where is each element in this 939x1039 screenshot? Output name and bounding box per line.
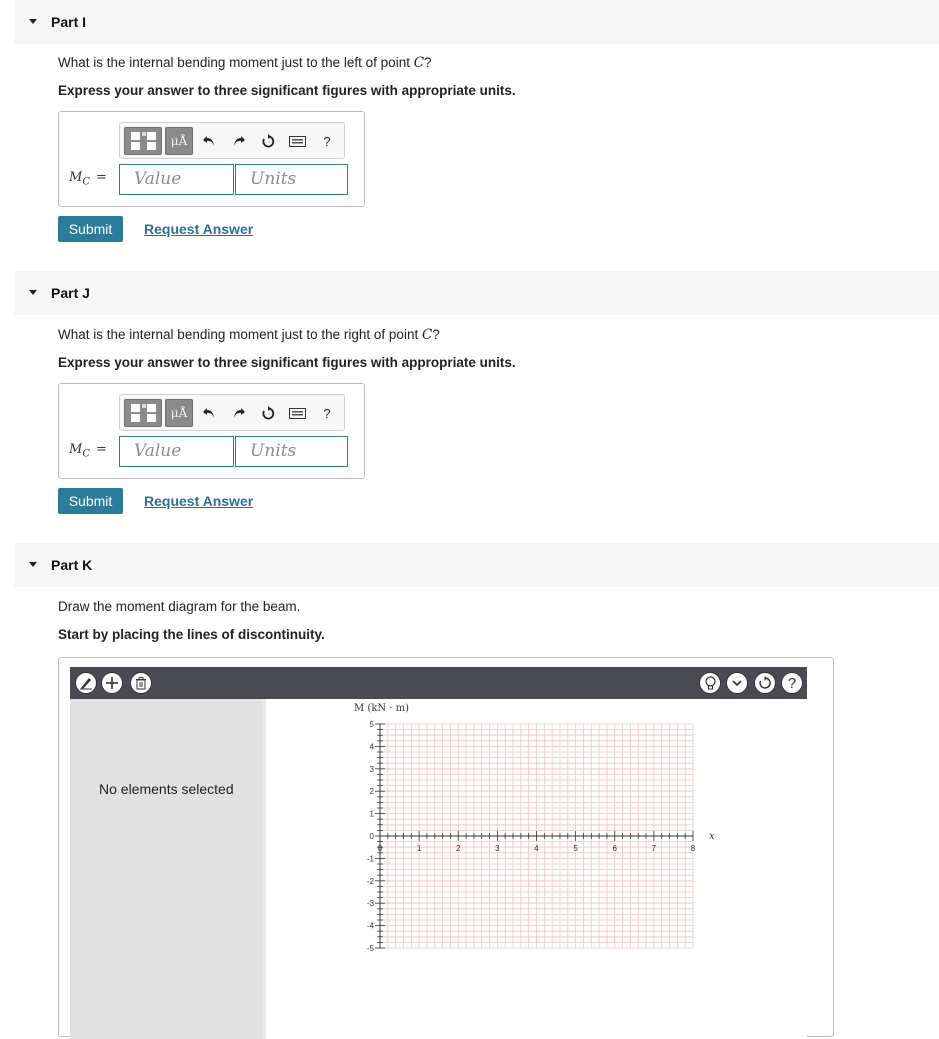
undo-icon (202, 406, 216, 420)
keyboard-icon (289, 136, 306, 147)
y-tick-label: -3 (366, 899, 374, 909)
redo-button[interactable] (230, 132, 248, 150)
chevron-down-icon (731, 677, 743, 689)
collapse-caret-icon[interactable] (29, 290, 37, 295)
request-answer-link[interactable]: Request Answer (144, 493, 254, 509)
reset-button[interactable] (754, 672, 776, 694)
answer-box (58, 111, 365, 207)
units-input[interactable]: Units (235, 436, 348, 467)
y-tick-label: -5 (366, 944, 374, 953)
y-tick-label: 0 (369, 832, 374, 841)
part-title: Part J (51, 285, 90, 301)
instruction-text: Express your answer to three significant figures with appropriate units. (58, 83, 516, 98)
instruction-text: Express your answer to three significant figures with appropriate units. (58, 355, 516, 370)
undo-button[interactable] (200, 404, 218, 422)
help-button[interactable] (318, 132, 336, 150)
add-icon (105, 676, 119, 690)
draw-line-button[interactable] (75, 672, 97, 694)
y-tick-label: 1 (369, 809, 374, 819)
moment-diagram-chart[interactable] (266, 699, 807, 1039)
keyboard-icon (289, 408, 306, 419)
reset-icon (261, 406, 276, 421)
templates-button[interactable] (124, 127, 162, 155)
instruction-text: Start by placing the lines of discontinuity. (58, 627, 325, 642)
hint-icon (704, 676, 717, 691)
y-axis-label: M (kN · m) (354, 703, 410, 714)
reset-button[interactable] (259, 404, 277, 422)
drawing-tool (58, 657, 834, 1037)
question-text: Draw the moment diagram for the beam. (58, 599, 301, 614)
reset-icon (261, 134, 276, 149)
answer-label: $M_C$ = (69, 442, 107, 460)
collapse-caret-icon[interactable] (29, 19, 37, 24)
reset-icon (758, 676, 772, 690)
no-selection-text: No elements selected (99, 781, 234, 797)
x-axis-label: x (709, 831, 715, 842)
x-tick-label: 1 (416, 844, 422, 853)
request-answer-link[interactable]: Request Answer (144, 221, 254, 237)
units-input[interactable]: Units (235, 164, 348, 195)
y-tick-label: 3 (369, 764, 374, 774)
undo-button[interactable] (200, 132, 218, 150)
templates-icon (125, 128, 161, 154)
units-icon: μÅ (170, 134, 188, 148)
hint-button[interactable] (699, 672, 721, 694)
math-toolbar (119, 394, 345, 431)
x-tick-label: 0 (377, 844, 383, 853)
y-tick-label: -2 (366, 876, 374, 886)
value-input[interactable]: Value (119, 436, 234, 467)
answer-box (58, 383, 365, 479)
properties-panel (70, 699, 262, 1039)
help-button[interactable] (318, 404, 336, 422)
delete-icon (135, 677, 147, 690)
redo-icon (232, 406, 246, 420)
part-i-header[interactable] (14, 0, 939, 44)
reset-button[interactable] (259, 132, 277, 150)
drawing-canvas[interactable] (262, 699, 807, 1039)
x-tick-label: 5 (573, 844, 578, 853)
help-icon: ? (787, 674, 797, 692)
y-tick-label: -4 (366, 921, 374, 931)
help-icon: ? (323, 133, 331, 149)
delete-button[interactable] (130, 672, 152, 694)
submit-button[interactable]: Submit (58, 488, 123, 514)
units-icon: μÅ (170, 406, 188, 420)
part-title: Part K (51, 557, 93, 573)
x-tick-label: 7 (651, 844, 657, 853)
submit-button[interactable]: Submit (58, 216, 123, 242)
drawing-toolbar (70, 667, 807, 699)
x-tick-label: 6 (612, 844, 617, 853)
x-tick-label: 8 (690, 844, 696, 853)
collapse-caret-icon[interactable] (29, 562, 37, 567)
keyboard-button[interactable] (288, 404, 306, 422)
x-tick-label: 3 (495, 844, 500, 853)
undo-icon (202, 134, 216, 148)
answer-label: $M_C$ = (69, 170, 107, 188)
units-button[interactable] (165, 399, 193, 427)
y-tick-label: 5 (369, 720, 374, 729)
question-text: What is the internal bending moment just to the left of point C? (58, 55, 432, 71)
draw-line-icon (78, 675, 94, 691)
question-text: What is the internal bending moment just to the right of point C? (58, 327, 440, 343)
y-tick-label: -1 (366, 854, 374, 864)
units-button[interactable] (165, 127, 193, 155)
redo-icon (232, 134, 246, 148)
x-tick-label: 2 (456, 844, 461, 853)
part-k-header[interactable] (14, 543, 939, 587)
part-j-header[interactable] (14, 271, 939, 315)
y-tick-label: 4 (369, 742, 374, 752)
help-button[interactable] (781, 672, 803, 694)
y-tick-label: 2 (369, 787, 374, 797)
math-toolbar (119, 122, 345, 159)
add-button[interactable] (101, 672, 123, 694)
more-button[interactable] (726, 672, 748, 694)
templates-button[interactable] (124, 399, 162, 427)
keyboard-button[interactable] (288, 132, 306, 150)
part-title: Part I (51, 14, 87, 30)
redo-button[interactable] (230, 404, 248, 422)
value-input[interactable]: Value (119, 164, 234, 195)
x-tick-label: 4 (534, 844, 539, 853)
templates-icon (125, 400, 161, 426)
help-icon: ? (323, 405, 331, 421)
